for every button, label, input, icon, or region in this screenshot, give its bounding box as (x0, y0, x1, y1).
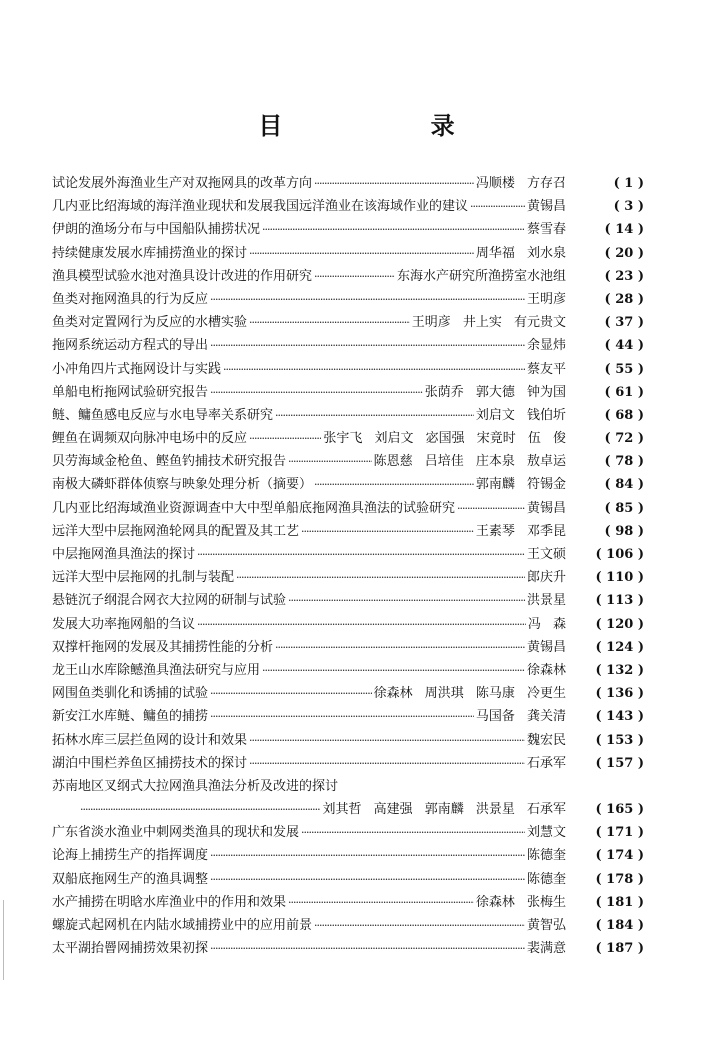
toc-entry-page: ( 78 ) (604, 454, 644, 470)
dot-leader (249, 734, 525, 747)
toc-entry-page: ( 14 ) (604, 222, 644, 238)
toc-entry-title: 单船电桁拖网试验研究报告 (52, 384, 209, 400)
dot-leader (210, 687, 372, 700)
toc-entry-page: ( 113 ) (595, 593, 644, 609)
dot-leader (236, 571, 525, 584)
page-edge-mark (3, 900, 4, 980)
toc-entry-page: ( 187 ) (595, 941, 644, 957)
toc-entry-authors: 王文硕 (526, 547, 566, 562)
toc-entry-title: 持续健康发展水库捕捞渔业的探讨 (52, 245, 248, 261)
toc-entry-page: ( 28 ) (604, 291, 644, 307)
toc-entry (52, 473, 644, 496)
toc-entry-page: ( 3 ) (613, 199, 644, 215)
toc-entry-authors: 周华福 刘水泉 (475, 245, 566, 261)
toc-entry-authors: 徐森林 张梅生 (475, 894, 566, 910)
dot-leader (301, 826, 525, 839)
toc-entry (52, 311, 644, 334)
toc-entry-page: ( 157 ) (595, 755, 644, 771)
dot-leader (314, 270, 395, 283)
dot-leader (288, 896, 474, 909)
toc-entry-title: 几内亚比绍海域的海洋渔业现状和发展我国远洋渔业在该海域作业的建议 (52, 199, 469, 215)
toc-entry-page: ( 61 ) (604, 384, 644, 400)
toc-entry (52, 334, 644, 357)
toc-entry-title: 拖网系统运动方程式的导出 (52, 338, 209, 354)
toc-entry-title: 广东省淡水渔业中刺网类渔具的现状和发展 (52, 825, 300, 841)
toc-entry-authors: 冯 森 (527, 616, 566, 632)
toc-entry-authors: 马国备 龚关清 (475, 709, 566, 725)
toc-entry (52, 195, 644, 218)
toc-entry-authors: 黄锡昌 (526, 639, 566, 655)
toc-entry-title: 悬链沉子纲混合网衣大拉网的研制与试验 (52, 593, 287, 609)
toc-entry-authors: 黄锡昌 (526, 500, 566, 516)
toc-entry-title: 苏南地区叉纲式大拉网渔具渔法分析及改进的探讨 (52, 778, 339, 794)
toc-entry-title: 贝劳海域金枪鱼、鲣鱼钓捕技术研究报告 (52, 454, 287, 470)
toc-entry-title: 远洋大型中层拖网渔轮网具的配置及其工艺 (52, 523, 300, 539)
toc-entry-page: ( 55 ) (604, 361, 644, 377)
dot-leader (275, 409, 474, 422)
toc-entry (52, 636, 644, 659)
toc-entry (52, 682, 644, 705)
dot-leader (314, 478, 474, 491)
toc-entry-authors: 洪景星 (526, 593, 566, 609)
dot-leader (197, 618, 526, 631)
dot-leader (262, 664, 525, 677)
toc-entry-authors: 蔡雪春 (526, 222, 566, 238)
toc-entry (52, 613, 644, 636)
dot-leader (197, 548, 525, 561)
toc-entry (52, 589, 644, 612)
toc-entry-title: 鲤鱼在调频双向脉冲电场中的反应 (52, 431, 248, 447)
toc-entry-page: ( 143 ) (595, 709, 644, 725)
toc-entry (52, 172, 644, 195)
toc-entry (52, 265, 644, 288)
toc-entry-authors: 张宇飞 刘启文 宓国强 宋竟时 伍 俊 (323, 431, 566, 447)
toc-entry-page: ( 98 ) (604, 523, 644, 539)
toc-entry (52, 566, 644, 589)
toc-entry-page: ( 136 ) (595, 686, 644, 702)
toc-entry-authors: 裴满意 (526, 941, 566, 957)
toc-entry-title: 双撑杆拖网的发展及其捕捞性能的分析 (52, 639, 274, 655)
dot-leader (301, 525, 474, 538)
toc-entry (52, 914, 644, 937)
toc-entry-title: 伊朗的渔场分布与中国船队捕捞状况 (52, 222, 261, 238)
toc-entry-page: ( 178 ) (595, 871, 644, 887)
table-of-contents (52, 172, 644, 960)
toc-entry-page: ( 44 ) (604, 338, 644, 354)
toc-entry-page: ( 84 ) (604, 477, 644, 493)
toc-entry-authors: 冯顺楼 方存召 (475, 176, 566, 191)
toc-entry-authors: 郎庆升 (526, 570, 566, 586)
toc-entry-title: 拓林水库三层拦鱼网的设计和效果 (52, 732, 248, 748)
toc-entry-title: 鱼类对定置网行为反应的水槽实验 (52, 315, 248, 331)
dot-leader (249, 432, 321, 445)
toc-entry (52, 242, 644, 265)
toc-entry-page: ( 68 ) (604, 407, 644, 423)
toc-entry-page: ( 110 ) (595, 570, 644, 586)
toc-entry (52, 729, 644, 752)
dot-leader (275, 641, 525, 654)
dot-leader (210, 710, 474, 723)
dot-leader (314, 919, 525, 932)
toc-entry-title: 中层拖网渔具渔法的探讨 (52, 547, 196, 562)
toc-entry (52, 821, 644, 844)
toc-entry (52, 218, 644, 241)
toc-entry-authors: 蔡友平 (526, 361, 566, 377)
toc-entry (52, 868, 644, 891)
dot-leader (470, 200, 525, 213)
toc-entry (52, 358, 644, 381)
dot-leader (223, 363, 525, 376)
toc-entry-title: 论海上捕捞生产的指挥调度 (52, 848, 209, 864)
toc-entry-page: ( 132 ) (595, 662, 644, 678)
toc-entry-title: 水产捕捞在明晗水库渔业中的作用和效果 (52, 894, 287, 910)
dot-leader (210, 873, 525, 886)
toc-entry-title: 螺旋式起网机在内陆水域捕捞业中的应用前景 (52, 918, 313, 933)
toc-entry-title: 发展大功率拖网船的刍议 (52, 616, 196, 632)
dot-leader (262, 223, 525, 236)
toc-entry-authors: 徐森林 周洪琪 陈马康 冷更生 (373, 686, 566, 702)
toc-entry-title: 湖泊中围栏养鱼区捕捞技术的探讨 (52, 755, 248, 771)
dot-leader (210, 386, 423, 399)
toc-entry (52, 937, 644, 960)
toc-entry-authors: 石承军 (526, 755, 566, 771)
toc-entry-title: 远洋大型中层拖网的扎制与装配 (52, 570, 235, 586)
toc-entry-page: ( 1 ) (613, 176, 644, 191)
toc-entry-authors: 陈德奎 (526, 871, 566, 887)
toc-entry-title: 鲢、鳙鱼感电反应与水电导率关系研究 (52, 407, 274, 423)
dot-leader (249, 757, 525, 770)
toc-entry-page: ( 37 ) (604, 315, 644, 331)
toc-entry-title: 渔具模型试验水池对渔具设计改进的作用研究 (52, 268, 313, 284)
dot-leader (457, 502, 525, 515)
toc-entry-authors: 陈恩慈 吕培佳 庄本泉 敖卓运 (373, 454, 566, 470)
toc-entry-page: ( 20 ) (604, 245, 644, 261)
toc-entry-page: ( 174 ) (595, 848, 644, 864)
toc-entry (52, 659, 644, 682)
toc-entry-page: ( 120 ) (595, 616, 644, 632)
toc-entry-authors: 张荫乔 郭大德 钟为国 (424, 384, 566, 400)
toc-entry-title: 几内亚比绍海域渔业资源调查中大中型单船底拖网渔具渔法的试验研究 (52, 500, 456, 516)
toc-entry-authors: 黄智弘 (526, 918, 566, 933)
toc-entry-title: 试论发展外海渔业生产对双拖网具的改革方向 (52, 176, 313, 191)
dot-leader (249, 316, 410, 329)
toc-entry-page: ( 165 ) (595, 802, 644, 818)
dot-leader (288, 455, 372, 468)
toc-entry-authors: 王素琴 邓季昆 (475, 523, 566, 539)
toc-entry (52, 497, 644, 520)
toc-entry-authors: 余显炜 (526, 338, 566, 354)
toc-entry-authors: 黄锡昌 (526, 199, 566, 215)
dot-leader (210, 339, 525, 352)
toc-entry-page: ( 153 ) (595, 732, 644, 748)
dot-leader (80, 803, 320, 816)
toc-entry-authors: 东海水产研究所渔捞室水池组 (396, 268, 566, 284)
toc-entry (52, 543, 644, 566)
toc-entry-title: 新安江水库鲢、鳙鱼的捕捞 (52, 709, 209, 725)
toc-entry-page: ( 72 ) (604, 431, 644, 447)
toc-entry-page: ( 85 ) (604, 500, 644, 516)
toc-entry (52, 844, 644, 867)
toc-entry (52, 798, 644, 821)
toc-entry (52, 520, 644, 543)
toc-entry-title: 小冲角四片式拖网设计与实践 (52, 361, 222, 377)
toc-entry (52, 705, 644, 728)
toc-entry-authors: 魏宏民 (526, 732, 566, 748)
toc-entry-title: 鱼类对拖网渔具的行为反应 (52, 291, 209, 307)
toc-entry-title: 龙王山水库除鳡渔具渔法研究与应用 (52, 662, 261, 678)
toc-entry-title: 南极大磷虾群体侦察与映象处理分析（摘要） (52, 477, 313, 493)
toc-entry-authors: 陈德奎 (526, 848, 566, 864)
toc-entry-page: ( 23 ) (604, 268, 644, 284)
toc-entry (52, 752, 644, 775)
toc-entry-page: ( 124 ) (595, 639, 644, 655)
toc-entry-authors: 王明彦 (526, 291, 566, 307)
toc-entry (52, 381, 644, 404)
toc-entry-authors: 徐森林 (526, 662, 566, 678)
toc-entry-title: 网围鱼类驯化和诱捕的试验 (52, 686, 209, 702)
toc-entry-authors: 郭南麟 符锡金 (475, 477, 566, 493)
toc-entry (52, 891, 644, 914)
toc-entry (52, 427, 644, 450)
toc-entry (52, 288, 644, 311)
toc-entry-title: 太平湖抬罾网捕捞效果初探 (52, 941, 209, 957)
dot-leader (210, 849, 525, 862)
toc-entry-page: ( 106 ) (595, 547, 644, 562)
toc-entry (52, 404, 644, 427)
toc-entry-page: ( 181 ) (595, 894, 644, 910)
dot-leader (210, 293, 525, 306)
toc-entry-authors: 刘慧文 (526, 825, 566, 841)
toc-entry-authors: 刘其哲 高建强 郭南麟 洪景星 石承军 (322, 802, 566, 818)
dot-leader (314, 177, 474, 190)
page-title: 目 录 (258, 111, 525, 140)
toc-entry-page: ( 184 ) (595, 918, 644, 933)
toc-entry-authors: 刘启文 钱伯圻 (475, 407, 566, 423)
toc-entry-page: ( 171 ) (595, 825, 644, 841)
dot-leader (288, 594, 525, 607)
dot-leader (210, 942, 525, 955)
toc-entry (52, 450, 644, 473)
toc-entry-title: 双船底拖网生产的渔具调整 (52, 871, 209, 887)
toc-entry-authors: 王明彦 井上实 有元贵文 (411, 315, 566, 331)
dot-leader (249, 247, 474, 260)
